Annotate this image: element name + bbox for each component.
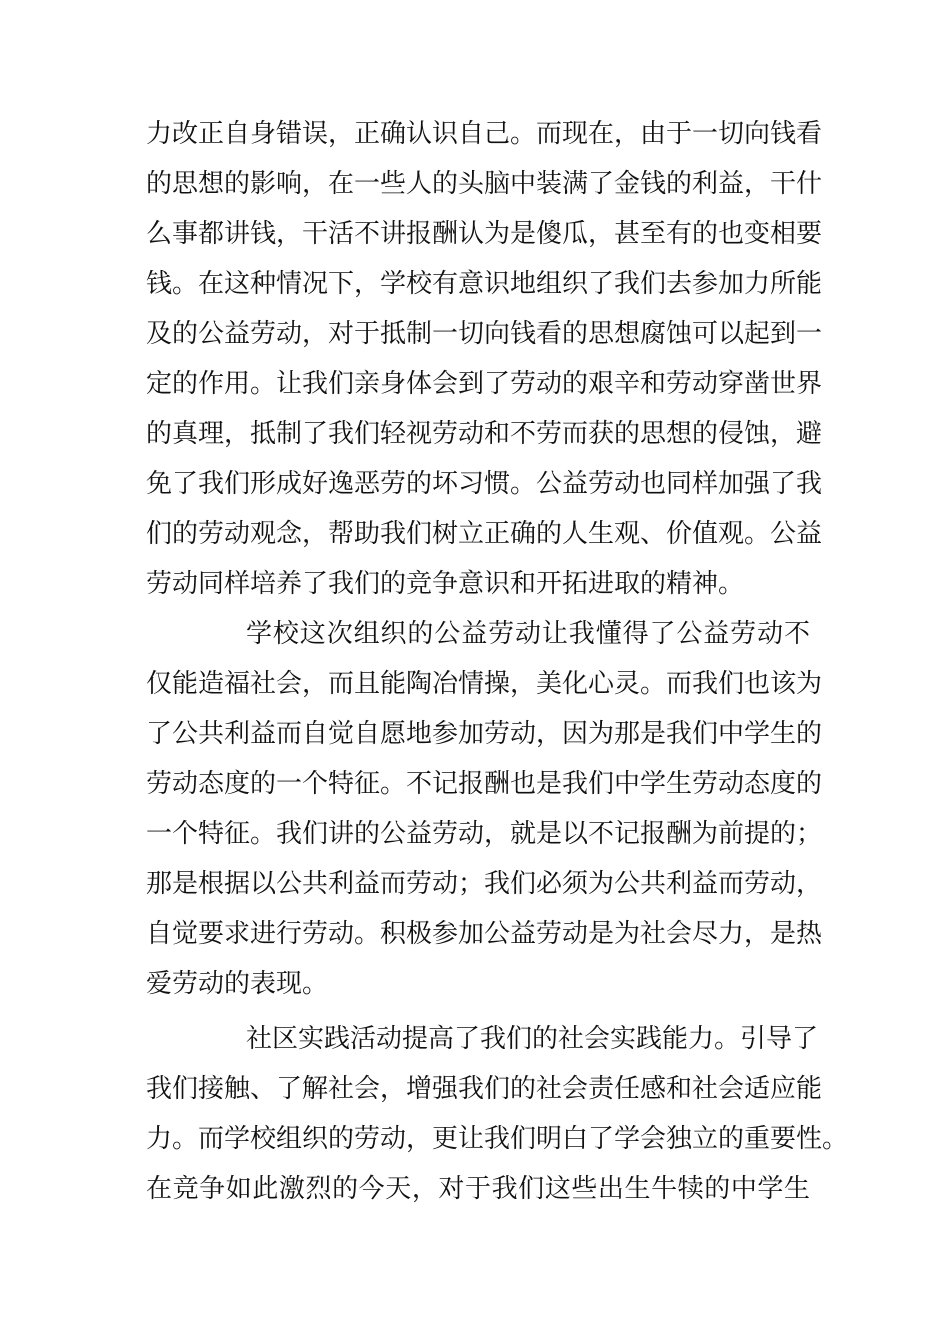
text-line: 的思想的影响，在一些人的头脑中装满了金钱的利益，干什 [146, 169, 823, 199]
paragraph-start-line: 学校这次组织的公益劳动让我懂得了公益劳动不 [246, 619, 810, 649]
text-line: 了公共利益而自觉自愿地参加劳动，因为那是我们中学生的 [146, 719, 823, 749]
text-line: 力改正自身错误，正确认识自己。而现在，由于一切向钱看 [146, 119, 823, 149]
paragraph-start-line: 社区实践活动提高了我们的社会实践能力。引导了 [246, 1024, 819, 1054]
text-line: 及的公益劳动，对于抵制一切向钱看的思想腐蚀可以起到一 [146, 319, 823, 349]
text-line: 力。而学校组织的劳动，更让我们明白了学会独立的重要性。 [146, 1124, 849, 1154]
text-line: 们的劳动观念，帮助我们树立正确的人生观、价值观。公益 [146, 519, 823, 549]
text-line: 劳动同样培养了我们的竞争意识和开拓进取的精神。 [146, 569, 745, 599]
text-line: 免了我们形成好逸恶劳的坏习惯。公益劳动也同样加强了我 [146, 469, 823, 499]
text-line: 仅能造福社会，而且能陶冶情操，美化心灵。而我们也该为 [146, 669, 823, 699]
text-line: 的真理，抵制了我们轻视劳动和不劳而获的思想的侵蚀，避 [146, 419, 823, 449]
text-line: 爱劳动的表现。 [146, 969, 329, 999]
text-line: 钱。在这种情况下，学校有意识地组织了我们去参加力所能 [146, 269, 823, 299]
text-line: 我们接触、了解社会，增强我们的社会责任感和社会适应能 [146, 1074, 823, 1104]
text-line: 自觉要求进行劳动。积极参加公益劳动是为社会尽力，是热 [146, 919, 823, 949]
text-line: 么事都讲钱，干活不讲报酬认为是傻瓜，甚至有的也变相要 [146, 219, 823, 249]
text-line: 劳动态度的一个特征。不记报酬也是我们中学生劳动态度的 [146, 769, 823, 799]
text-line: 定的作用。让我们亲身体会到了劳动的艰辛和劳动穿凿世界 [146, 369, 823, 399]
text-line: 在竞争如此激烈的今天，对于我们这些出生牛犊的中学生 [146, 1174, 810, 1204]
text-line: 一个特征。我们讲的公益劳动，就是以不记报酬为前提的； [146, 819, 823, 849]
text-line: 那是根据以公共利益而劳动；我们必须为公共利益而劳动， [146, 869, 823, 899]
